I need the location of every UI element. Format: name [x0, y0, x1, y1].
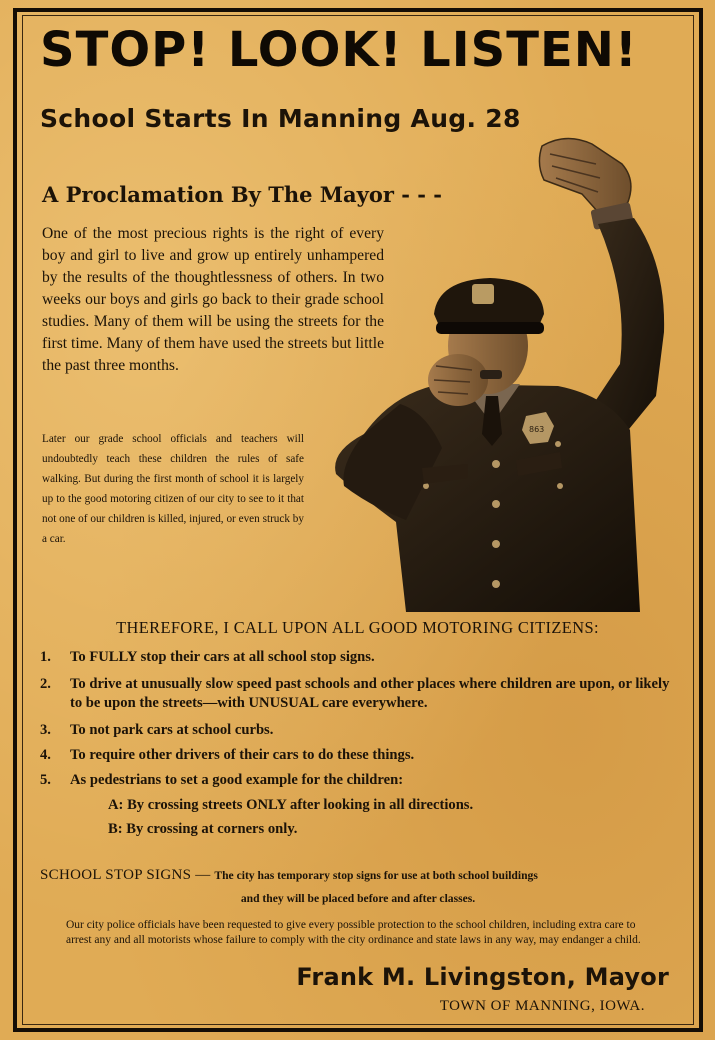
- sub-item-label: B:: [108, 821, 123, 837]
- badge-number: 863: [529, 425, 545, 434]
- stop-signs-label: SCHOOL STOP SIGNS —: [40, 867, 211, 883]
- raised-hand: [539, 138, 630, 216]
- second-paragraph: Later our grade school officials and teachers will undoubtedly teach these children the rules of safe walking. But during the first month of school it is largely up to the good motoring citizen of our city to see to it that not one of our children is killed, injured, or even struck by a car.: [42, 433, 304, 546]
- list-item: [40, 771, 680, 790]
- item-text: As pedestrians to set a good example for the children:: [70, 772, 404, 788]
- whistle: [480, 370, 502, 379]
- uniform-button: [492, 460, 500, 468]
- item-number: 5.: [40, 772, 51, 788]
- item-text: To require other drivers of their cars to do these things.: [70, 747, 415, 763]
- uniform-button: [557, 483, 563, 489]
- proclamation-title: A Proclamation By The Mayor - - -: [42, 182, 442, 207]
- item-text: To drive at unusually slow speed past schools and other places where children are upon, or likely to be upon the streets—with UNUSUAL care everywhere.: [70, 676, 670, 711]
- uniform-button: [492, 580, 500, 588]
- item-number: 3.: [40, 722, 51, 738]
- uniform-button: [423, 483, 429, 489]
- cap-brim: [436, 322, 544, 334]
- list-item: [40, 648, 680, 667]
- police-note: Our city police officials have been requested to give every possible protection to the school children, including extra care to arrest any and all motorists whose failure to comply with the city ordinance and state laws in any way, may endanger a child.: [66, 919, 641, 946]
- subheadline: School Starts In Manning Aug. 28: [40, 104, 521, 133]
- sub-item-text: By crossing at corners only.: [126, 821, 298, 837]
- intro-paragraph: One of the most precious rights is the right of every boy and girl to live and grow up entirely unhampered by the results of the thoughtlessness of others. In two weeks our boys and girls go back to their grade school studies. Many of them will be using the streets for the first time. Many of them have used the streets but little the past three months.: [42, 225, 384, 374]
- headline: STOP! LOOK! LISTEN!: [40, 22, 638, 78]
- item-text: To FULLY stop their cars at all school stop signs.: [70, 649, 375, 665]
- mayor-signature: Frank M. Livingston, Mayor: [296, 963, 669, 991]
- item-number: 4.: [40, 747, 51, 763]
- list-item: [40, 721, 680, 740]
- uniform-button: [492, 500, 500, 508]
- uniform-button: [555, 441, 561, 447]
- stop-signs-text-2: and they will be placed before and after classes.: [240, 892, 476, 905]
- stop-signs-notice: [40, 866, 676, 908]
- uniform-button: [492, 540, 500, 548]
- cap-badge: [472, 284, 494, 304]
- list-item: [40, 746, 680, 765]
- sub-item-label: A:: [108, 797, 124, 813]
- item-text: To not park cars at school curbs.: [70, 722, 274, 738]
- citizen-requests-list: [40, 648, 680, 839]
- sub-item: [108, 820, 680, 839]
- sub-item-text: By crossing streets ONLY after looking in all directions.: [127, 797, 474, 813]
- list-item: [40, 675, 680, 713]
- therefore-line: THEREFORE, I CALL UPON ALL GOOD MOTORING CITIZENS:: [116, 618, 599, 637]
- sub-item: [108, 796, 680, 815]
- town-name: TOWN OF MANNING, IOWA.: [439, 998, 645, 1014]
- policeman-photo: [330, 134, 670, 612]
- stop-signs-text: The city has temporary stop signs for use at both school buildings: [214, 869, 538, 882]
- item-number: 2.: [40, 676, 51, 692]
- item-number: 1.: [40, 649, 51, 665]
